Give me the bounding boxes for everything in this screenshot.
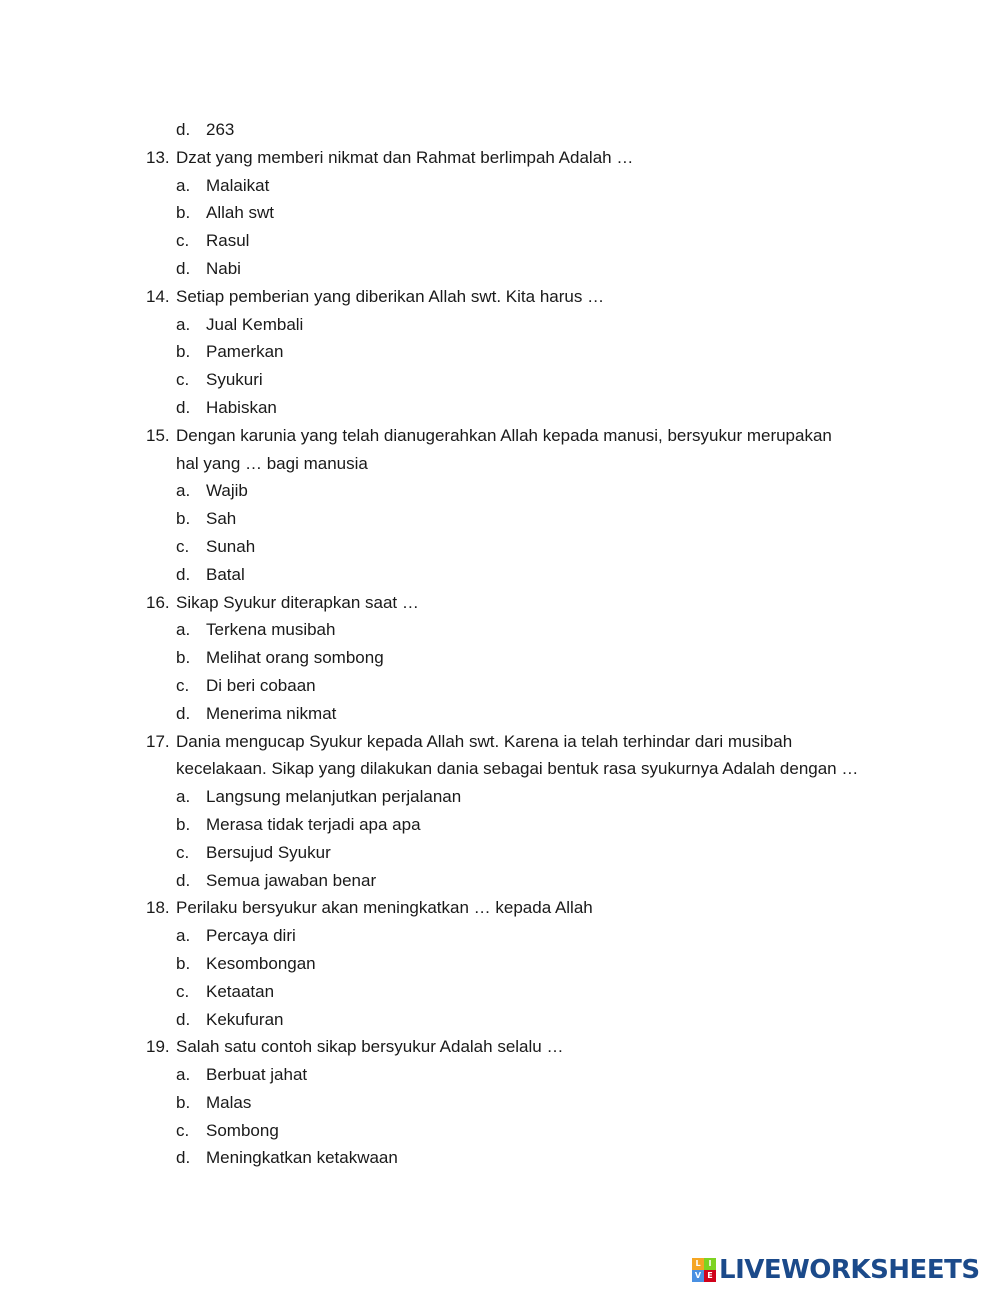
option-letter: a. (176, 1065, 191, 1085)
option-letter: c. (176, 231, 190, 251)
option-letter: d. (176, 258, 191, 278)
question-number: 15. (146, 425, 170, 445)
answer-option[interactable] (0, 978, 1000, 1006)
option-letter: b. (176, 509, 191, 529)
question-15 (0, 422, 1000, 450)
option-letter: b. (176, 342, 191, 362)
option-letter: c. (176, 981, 190, 1001)
option-letter: c. (176, 842, 190, 862)
answer-option[interactable] (0, 1144, 1000, 1172)
option-text: Kekufuran (206, 1009, 284, 1029)
question-number: 17. (146, 731, 170, 751)
option-letter: d. (176, 1009, 191, 1029)
option-text: Allah swt (206, 203, 275, 223)
answer-option[interactable] (0, 533, 1000, 561)
option-text: Ketaatan (206, 981, 275, 1001)
answer-option[interactable] (0, 561, 1000, 589)
answer-option[interactable] (0, 366, 1000, 394)
option-text: Meningkatkan ketakwaan (206, 1148, 398, 1168)
option-letter: d. (176, 870, 191, 890)
option-text: Syukuri (206, 370, 263, 390)
option-text: Sombong (206, 1120, 279, 1140)
option-text: Langsung melanjutkan perjalanan (206, 787, 462, 807)
option-text: Percaya diri (206, 926, 296, 946)
option-letter: d. (176, 1148, 191, 1168)
logo-mark-tile: L (692, 1258, 704, 1270)
option-text: Menerima nikmat (206, 703, 337, 723)
logo-mark-icon (692, 1258, 716, 1282)
option-letter: d. (176, 120, 191, 139)
answer-option[interactable] (0, 1006, 1000, 1034)
option-text: Sah (206, 509, 237, 529)
option-letter: c. (176, 370, 190, 390)
answer-option[interactable] (0, 922, 1000, 950)
logo-mark-tile: E (704, 1270, 716, 1282)
answer-option[interactable] (0, 700, 1000, 728)
question-text: hal yang … bagi manusia (176, 453, 368, 473)
option-text: Di beri cobaan (206, 675, 316, 695)
option-text: Jual Kembali (206, 314, 304, 334)
answer-option[interactable] (0, 644, 1000, 672)
question-18 (0, 894, 1000, 922)
question-14 (0, 283, 1000, 311)
question-text: Dania mengucap Syukur kepada Allah swt. Karena ia telah terhindar dari musibah (176, 731, 793, 751)
option-letter: a. (176, 175, 191, 195)
answer-option[interactable] (0, 867, 1000, 895)
option-text: Terkena musibah (206, 620, 336, 640)
option-text: Batal (206, 564, 245, 584)
logo-mark-tile: V (692, 1270, 704, 1282)
option-text: Rasul (206, 231, 250, 251)
option-letter: d. (176, 564, 191, 584)
answer-option[interactable] (0, 199, 1000, 227)
option-text: Kesombongan (206, 953, 316, 973)
option-text: Malaikat (206, 175, 270, 195)
option-letter: a. (176, 787, 191, 807)
option-text: Semua jawaban benar (206, 870, 377, 890)
option-letter: b. (176, 1092, 191, 1112)
question-number: 13. (146, 147, 170, 167)
answer-option[interactable] (0, 172, 1000, 200)
option-text: Merasa tidak terjadi apa apa (206, 814, 421, 834)
option-letter: b. (176, 203, 191, 223)
option-letter: b. (176, 648, 191, 668)
answer-option[interactable] (0, 1061, 1000, 1089)
answer-option[interactable] (0, 839, 1000, 867)
option-text: 263 (206, 120, 235, 139)
answer-option[interactable] (0, 338, 1000, 366)
option-text: Bersujud Syukur (206, 842, 331, 862)
option-letter: a. (176, 314, 191, 334)
option-text: Nabi (206, 258, 241, 278)
answer-option[interactable] (0, 311, 1000, 339)
option-text: Wajib (206, 481, 248, 501)
liveworksheets-logo (692, 1256, 980, 1284)
option-letter: d. (176, 397, 191, 417)
question-text: Dengan karunia yang telah dianugerahkan Allah kepada manusi, bersyukur merupakan (176, 425, 832, 445)
option-text: Pamerkan (206, 342, 284, 362)
option-letter: d. (176, 703, 191, 723)
question-text: Perilaku bersyukur akan meningkatkan … kepada Allah (176, 898, 593, 918)
option-letter: a. (176, 926, 191, 946)
answer-option[interactable] (0, 672, 1000, 700)
question-text: Dzat yang memberi nikmat dan Rahmat berlimpah Adalah … (176, 147, 634, 167)
answer-option[interactable] (0, 1117, 1000, 1145)
option-letter: a. (176, 481, 191, 501)
worksheet-document (0, 116, 1000, 1172)
question-13 (0, 144, 1000, 172)
option-letter: c. (176, 675, 190, 695)
answer-option[interactable] (0, 811, 1000, 839)
answer-option[interactable] (0, 616, 1000, 644)
question-17-continued (0, 755, 1000, 783)
question-number: 18. (146, 898, 170, 918)
question-text: kecelakaan. Sikap yang dilakukan dania sebagai bentuk rasa syukurnya Adalah dengan … (176, 759, 859, 779)
option-text: Berbuat jahat (206, 1065, 308, 1085)
option-text: Melihat orang sombong (206, 648, 384, 668)
question-number: 19. (146, 1037, 170, 1057)
option-text: Malas (206, 1092, 252, 1112)
question-text: Salah satu contoh sikap bersyukur Adalah selalu … (176, 1037, 564, 1057)
logo-text: LIVEWORKSHEETS (719, 1255, 980, 1285)
answer-option[interactable] (0, 783, 1000, 811)
question-17 (0, 728, 1000, 756)
question-16 (0, 589, 1000, 617)
answer-option[interactable] (0, 1089, 1000, 1117)
question-text: Sikap Syukur diterapkan saat … (176, 592, 419, 612)
question-number: 16. (146, 592, 170, 612)
answer-option[interactable] (0, 505, 1000, 533)
question-text: Setiap pemberian yang diberikan Allah swt. Kita harus … (176, 286, 605, 306)
answer-option[interactable] (0, 255, 1000, 283)
answer-option[interactable] (0, 227, 1000, 255)
option-letter: b. (176, 953, 191, 973)
option-letter: c. (176, 536, 190, 556)
answer-option[interactable] (0, 394, 1000, 422)
carryover-option (0, 116, 1000, 144)
option-text: Habiskan (206, 397, 277, 417)
answer-option[interactable] (0, 477, 1000, 505)
option-letter: b. (176, 814, 191, 834)
question-15-continued (0, 450, 1000, 478)
option-letter: a. (176, 620, 191, 640)
option-text: Sunah (206, 536, 256, 556)
logo-mark-tile: I (704, 1258, 716, 1270)
question-19 (0, 1033, 1000, 1061)
answer-option[interactable] (0, 950, 1000, 978)
question-number: 14. (146, 286, 170, 306)
option-letter: c. (176, 1120, 190, 1140)
